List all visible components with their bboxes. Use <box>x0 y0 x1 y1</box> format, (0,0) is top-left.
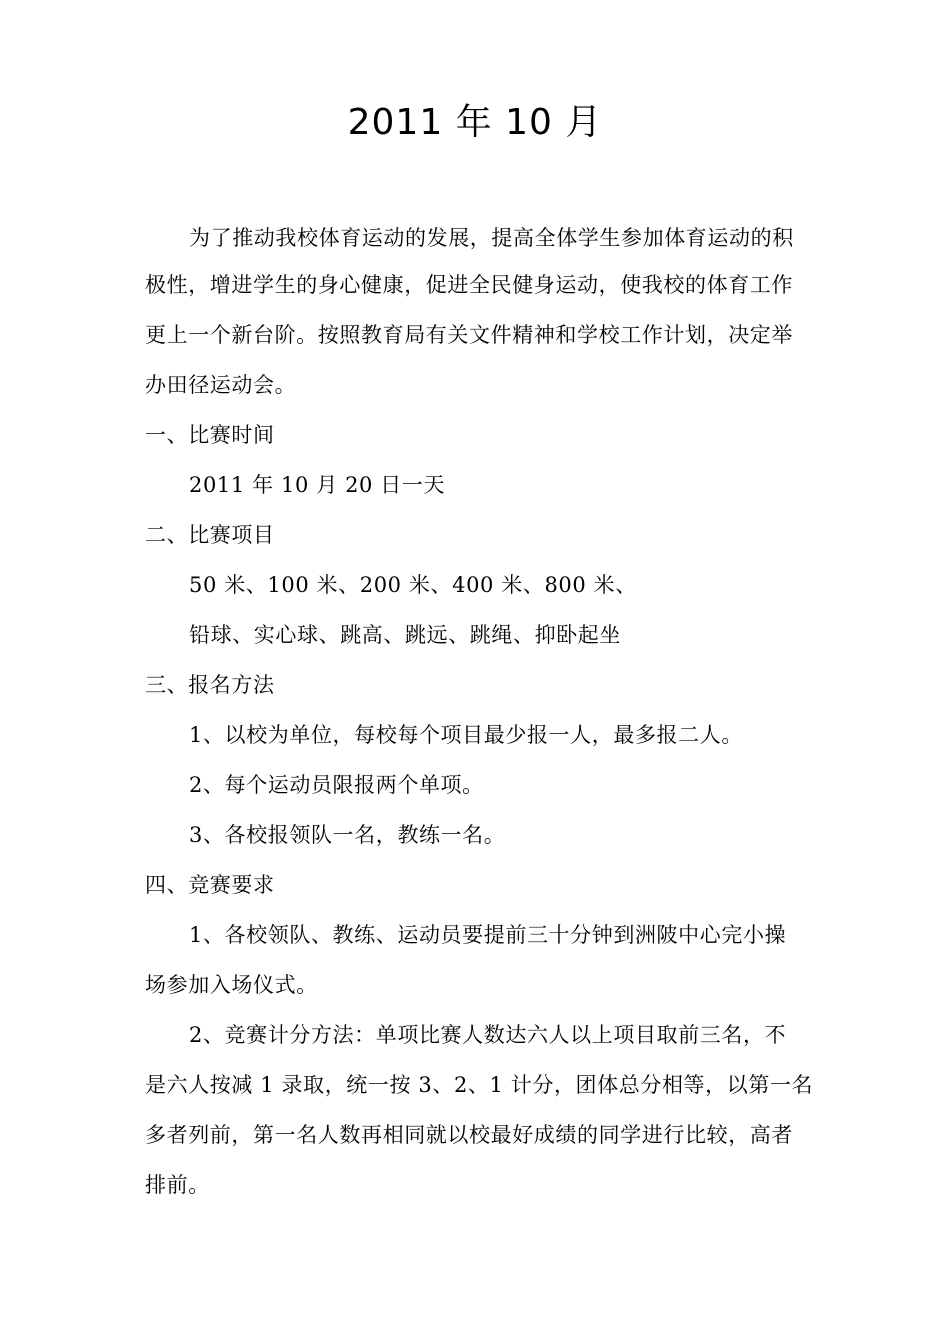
document-title: 2011 年 10 月 <box>347 102 603 143</box>
section3-item-2: 2、每个运动员限报两个单项。 <box>189 773 484 797</box>
section4-item-1-line-1: 1、各校领队、教练、运动员要提前三十分钟到洲陂中心完小操 <box>189 923 787 947</box>
section3-heading: 三、报名方法 <box>145 673 275 697</box>
section2-line-2: 铅球、实心球、跳高、跳远、跳绳、抑卧起坐 <box>189 623 621 647</box>
intro-line-4: 办田径运动会。 <box>145 373 297 397</box>
section4-heading: 四、竞赛要求 <box>145 873 275 897</box>
section3-item-3: 3、各校报领队一名，教练一名。 <box>189 823 506 847</box>
intro-line-3: 更上一个新台阶。按照教育局有关文件精神和学校工作计划，决定举 <box>145 323 793 347</box>
section1-heading: 一、比赛时间 <box>145 423 275 447</box>
section2-line-1: 50 米、100 米、200 米、400 米、800 米、 <box>189 573 637 597</box>
section4-item-2-line-4: 排前。 <box>145 1173 210 1197</box>
section2-heading: 二、比赛项目 <box>145 523 275 547</box>
section4-item-2-line-3: 多者列前，第一名人数再相同就以校最好成绩的同学进行比较，高者 <box>145 1123 793 1147</box>
section1-text: 2011 年 10 月 20 日一天 <box>189 473 446 497</box>
section4-item-2-line-2: 是六人按减 1 录取，统一按 3、2、1 计分，团体总分相等，以第一名 <box>145 1073 814 1097</box>
section3-item-1: 1、以校为单位，每校每个项目最少报一人，最多报二人。 <box>189 723 743 747</box>
section4-item-2-line-1: 2、竞赛计分方法：单项比赛人数达六人以上项目取前三名，不 <box>189 1023 787 1047</box>
section4-item-1-line-2: 场参加入场仪式。 <box>145 973 318 997</box>
intro-line-1: 为了推动我校体育运动的发展，提高全体学生参加体育运动的积 <box>189 226 794 250</box>
intro-line-2: 极性，增进学生的身心健康，促进全民健身运动，使我校的体育工作 <box>145 273 793 297</box>
